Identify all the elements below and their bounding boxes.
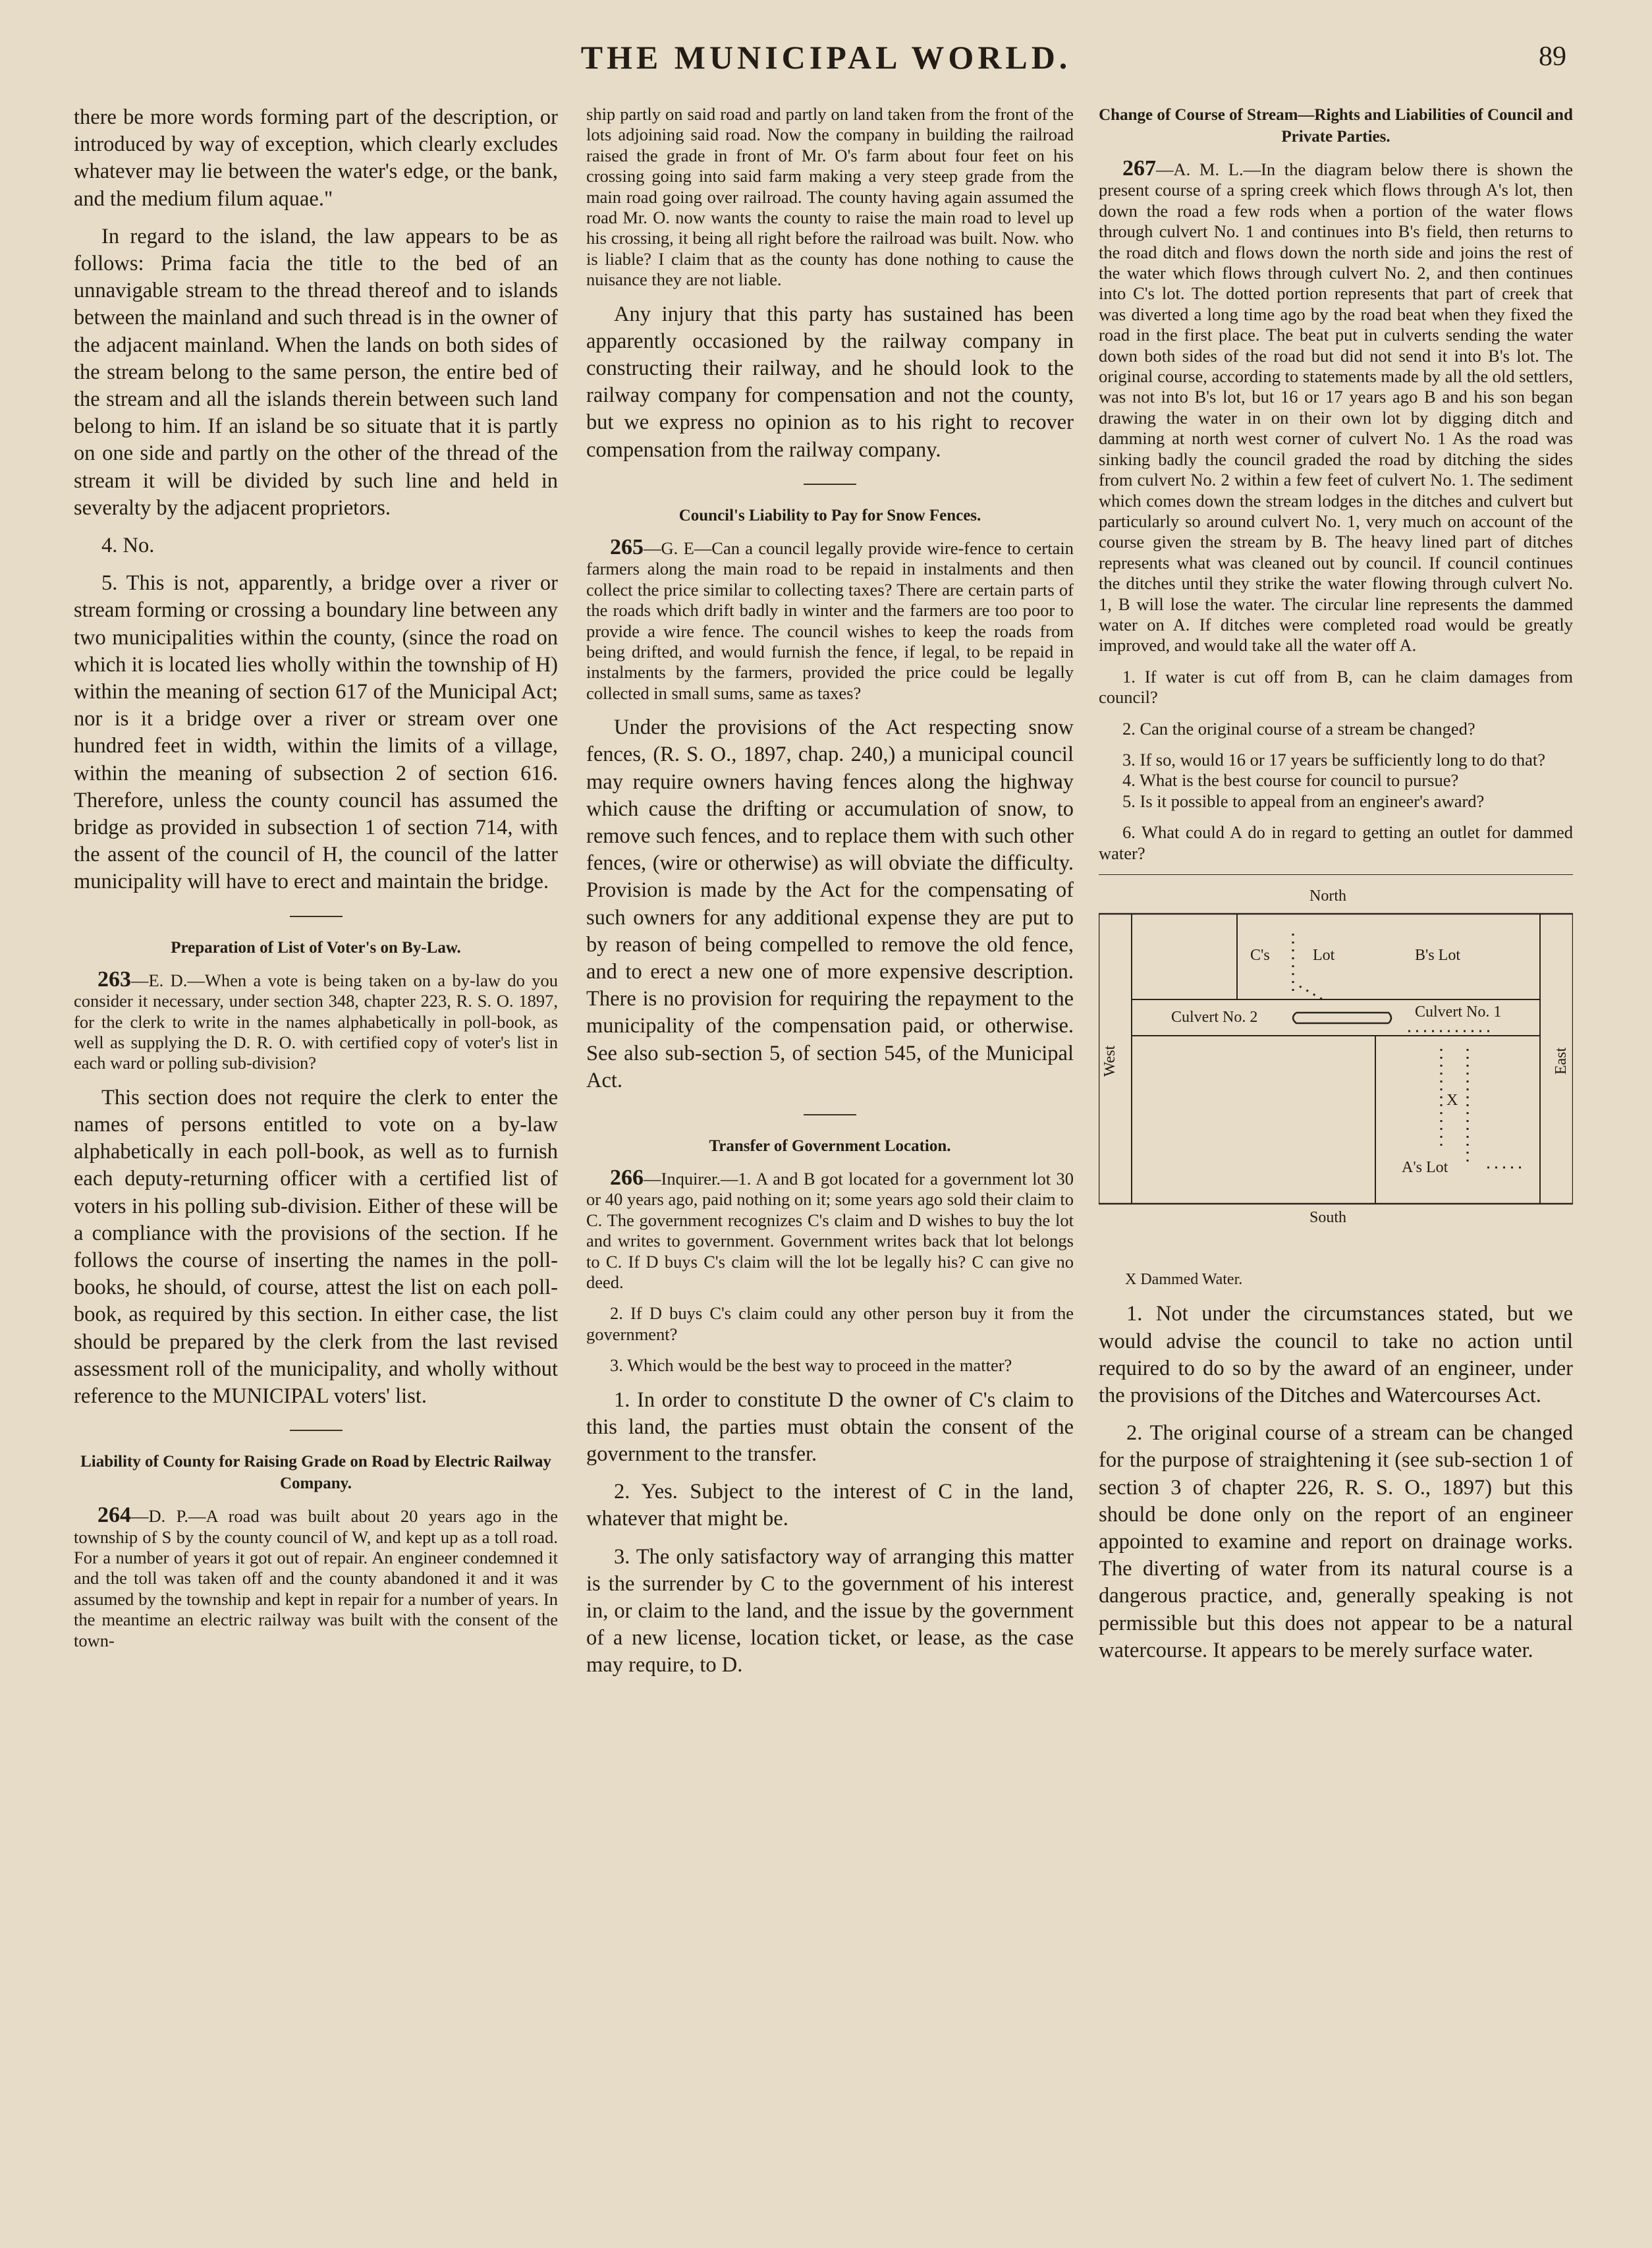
section-divider <box>804 484 856 485</box>
column-1 <box>74 104 558 2212</box>
answer-267-part-1: 1. Not under the circumstances stated, but we would advise the council to take no action until required to do so by the award of an engineer, under the provisions of the Ditches and Watercourses Act. <box>1099 1302 1573 1408</box>
paragraph: 4. No. <box>101 534 155 558</box>
question-number: 263 <box>97 967 131 992</box>
question-267-part-6: 6. What could A do in regard to getting an outlet for dammed water? <box>1099 822 1573 863</box>
creek-diagram <box>1099 874 1573 1270</box>
section-heading: Council's Liability to Pay for Snow Fences. <box>678 506 981 524</box>
question-text: —D. P.—A road was built about 20 years ago in the township of S by the county council of W, and kept up as a toll road. For a number of years it got out of repair. An engineer condemned it and the toll was taken off and the county abandoned it and it was assumed by the township and kept in repair for a number of years. In the meantime an electric railway was built with the consent of the town- <box>74 1506 558 1650</box>
answer-266-part-1: 1. In order to constitute D the owner of C's claim to this land, the parties must obtain the consent of the government to the transfer. <box>586 1388 1074 1467</box>
label-east: East <box>1553 1047 1570 1075</box>
question-263 <box>74 969 558 1074</box>
label-as-lot: A's Lot <box>1402 1159 1448 1176</box>
page-header <box>0 38 1652 84</box>
question-267-part-5: 5. Is it possible to appeal from an engineer's award? <box>1122 791 1485 811</box>
label-x-dammed: X <box>1446 1092 1458 1109</box>
journal-title: THE MUNICIPAL WORLD. <box>580 39 1072 76</box>
question-text: —E. D.—When a vote is being taken on a by-law do you consider it necessary, under section 348, chapter 223, R. S. O. 1897, for the clerk to write in the names alphabetically in poll-book, as well as supplying the D. R. O. with certified copy of voter's list in each ward or polling sub-division? <box>74 970 558 1073</box>
label-bs-lot: B's Lot <box>1415 947 1460 964</box>
question-text: —Inquirer.—1. A and B got located for a government lot 30 or 40 years ago, paid nothing on it; some years ago sold their claim to C. The government recognizes C's claim and D wishes to buy the lot and writes to government. Government writes back that lot belongs to C. If D buys C's claim will the lot be legally his? C can give no deed. <box>586 1168 1074 1292</box>
column-3 <box>1099 104 1573 2212</box>
diagram-caption: X Dammed Water. <box>1125 1271 1243 1288</box>
paragraph: there be more words forming part of the description, or introduced by way of exception, which clearly excludes whatever may lie between the water's edge, or the bank, and the medium filum aquae." <box>74 105 558 211</box>
page-number: 89 <box>1539 42 1566 72</box>
question-265 <box>586 534 1074 704</box>
answer-267-part-2: 2. The original course of a stream can be changed for the purpose of straightening it (see sub-section 1 of section 3 of chapter 226, R. S. O., 1897) but this should be done only on the report of an engineer appointed to examine and report on drainage works. The diverting of water from its natural course is a dangerous practice, and, generally speaking is not permissible but this does not appear to be a natural watercourse. It appears to be merely surface water. <box>1099 1421 1573 1662</box>
label-lot: Lot <box>1313 947 1335 964</box>
section-heading: Preparation of List of Voter's on By-Law. <box>171 938 461 957</box>
question-text: —G. E—Can a council legally provide wire-fence to certain farmers along the main road to be repaid in instalments and then collect the price similar to collecting taxes? There are certain parts of the roads which drift badly in winter and the farmers are too poor to provide a wire fence. The council wishes to keep the roads from being drifted, and would furnish the fence, if legal, to be repaid in instalments by the farmers, provided the price could be legally collected in small sums, same as taxes? <box>586 538 1074 703</box>
question-266-part-3: 3. Which would be the best way to proceed in the matter? <box>610 1355 1012 1376</box>
question-267-part-3: 3. If so, would 16 or 17 years be sufficiently long to do that? <box>1122 749 1546 770</box>
question-266 <box>586 1167 1074 1293</box>
answer-266-part-2: 2. Yes. Subject to the interest of C in the land, whatever that might be. <box>586 1480 1074 1531</box>
label-west: West <box>1101 1045 1119 1077</box>
section-heading: Liability of County for Raising Grade on Road by Electric Railway Company. <box>80 1453 551 1493</box>
paragraph: 5. This is not, apparently, a bridge over a river or stream forming or crossing a boundary line between any two municipalities within the county, (since the road on which it is located lies wholly within the township of H) within the meaning of section 617 of the Municipal Act; nor is it a bridge over a river or stream over one hundred feet in width, within the limits of a village, within the meaning of subsection 2 of section 616. Therefore, unless the county council has assumed the bridge as provided in subsection 1 of section 714, with the assent of the council of H, the council of the latter municipality will have to erect and maintain the bridge. <box>74 571 558 894</box>
section-divider <box>290 916 343 917</box>
question-number: 267 <box>1122 156 1156 181</box>
answer-265: Under the provisions of the Act respecting snow fences, (R. S. O., 1897, chap. 240,) a municipal council may require owners having fences along the highway which cause the drifting or accumulation of snow, to remove such fences, and to replace them with such other fences, (wire or otherwise) as will obviate the difficulty. Provision is made by the Act for the compensating of such owners for any additional expense they are put to by reason of being compelled to remove the old fence, and to erect a new one of more expensive description. There is no provision for requiring the repayment to the municipality of the compensation paid, or otherwise. See also sub-section 5, of section 545, of the Municipal Act. <box>586 716 1074 1092</box>
answer-263: This section does not require the clerk to enter the names of persons entitled to vote on a by-law alphabetically in each poll-book, as well as to furnish each deputy-returning officer with a certified list of voters in his polling sub-division. Either of these will be a compliance with the provisions of the section. If he follows the course of inserting the names in the poll-books, he should, of course, attest the list on each poll-book, as required by this section. In either case, the list should be prepared by the clerk from the last revised assessment roll of the municipality, and wholly without reference to the MUNICIPAL voters' list. <box>74 1085 558 1408</box>
label-cs: C's <box>1250 947 1270 964</box>
label-culvert-1: Culvert No. 1 <box>1415 1003 1502 1021</box>
question-text: —A. M. L.—In the diagram below there is shown the present course of a spring creek which flows through A's lot, then down the road a few rods when a portion of the water flows through culvert No. 1 and continues into B's field, then returns to the road ditch and flows down the north side and joins the rest of the water which flows through culvert No. 2, and then continues into C's lot. The dotted portion represents that part of creek that was diverted a long time ago by the road beat when they fixed the road in the first place. The beat put in culverts sending the water down both sides of the road but did not send it into B's lot. The original course, according to statements made by all the old settlers, was not into B's lot, but 16 or 17 years ago B and his son began drawing the water in on their own lot by digging ditch and damming at north west corner of culvert No. 1 As the road was sinking badly the council graded the road by ditching the sides from culvert No. 2 within a few feet of culvert No. 1. The sediment which comes down the stream lodges in the ditches and culvert but particularly so around culvert No. 1, very much on account of the course given the stream by B. The heavy lined part of ditches represents what was cleaned out by council. If council continues the ditches until they strike the water flowing through culvert No. 1, B will lose the water. The circular line represents the dammed water on A. If ditches were completed road would be greatly improved, and would take all the water off A. <box>1099 159 1573 656</box>
label-north: North <box>1309 887 1346 905</box>
label-south: South <box>1309 1209 1347 1226</box>
section-heading: Change of Course of Stream—Rights and Liabilities of Council and Private Parties. <box>1099 106 1573 146</box>
question-number: 264 <box>97 1503 131 1528</box>
section-heading: Transfer of Government Location. <box>709 1137 951 1155</box>
question-267-part-2: 2. Can the original course of a stream be changed? <box>1122 718 1475 739</box>
question-264 <box>74 1505 558 1651</box>
section-divider <box>804 1114 856 1115</box>
question-267-part-4: 4. What is the best course for council to pursue? <box>1122 770 1459 791</box>
question-number: 266 <box>610 1165 644 1190</box>
question-267 <box>1099 158 1573 656</box>
column-2 <box>586 104 1074 2212</box>
answer-266-part-3: 3. The only satisfactory way of arranging this matter is the surrender by C to the government of his interest in, or claim to the land, and the issue by the government of a new license, location ticket, or lease, as the case may require, to D. <box>586 1544 1074 1677</box>
paragraph: In regard to the island, the law appears to be as follows: Prima facia the title to the bed of an unnavigable stream to the thread thereof and to islands between the mainland and such thread is in the owner of the adjacent mainland. When the lands on both sides of the stream belong to the same person, the entire bed of the stream and all the islands therein between such land belong to him. If an island be so situate that it is partly on one side and partly on the other of the thread of the stream it will be divided by such line and held in severalty by the adjacent proprietors. <box>74 224 558 520</box>
section-divider <box>290 1430 343 1431</box>
question-264-continued: ship partly on said road and partly on land taken from the front of the lots adjoining said road. Now the company in building the railroad raised the grade in front of Mr. O's farm about four feet on his crossing going into said farm making a very steep grade from the main road going over railroad. The county having again assumed the road Mr. O. now wants the county to raise the main road to level up his crossing, it being all right before the railroad was built. Now. who is liable? I claim that as the county has done nothing to cause the nuisance they are not liable. <box>586 104 1074 290</box>
question-number: 265 <box>610 534 644 559</box>
question-266-part-2: 2. If D buys C's claim could any other person buy it from the government? <box>586 1303 1074 1344</box>
question-267-part-1: 1. If water is cut off from B, can he claim damages from council? <box>1099 666 1573 708</box>
label-culvert-2: Culvert No. 2 <box>1171 1009 1258 1026</box>
answer-264: Any injury that this party has sustained has been apparently occasioned by the railway company in constructing their railway, and he should look to the railway company for compensation and not the county, but we express no opinion as to his right to recover compensation from the railway company. <box>586 302 1074 462</box>
